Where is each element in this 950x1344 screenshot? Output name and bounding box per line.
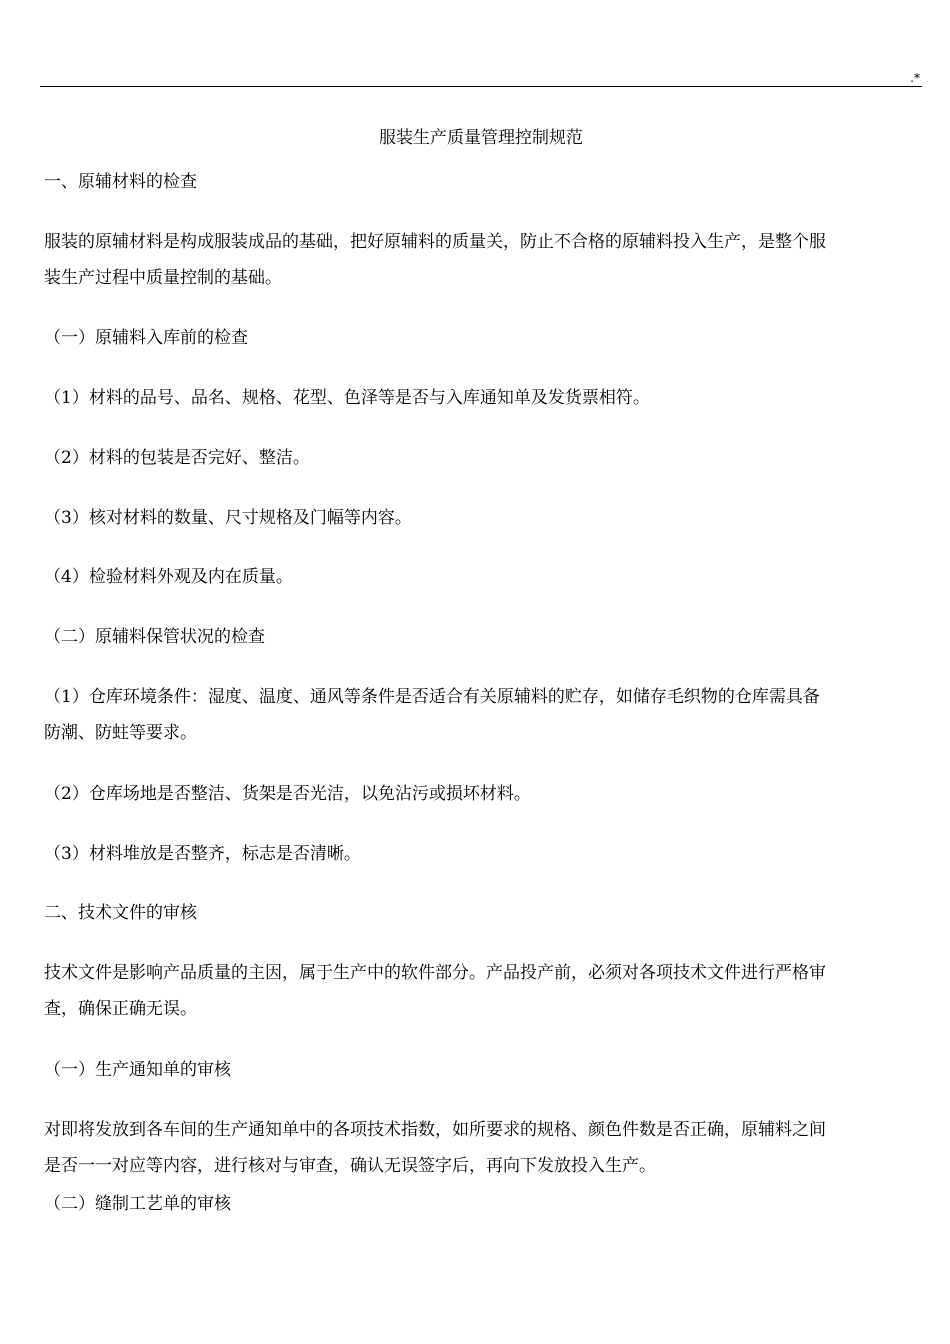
subsection-heading: （二）原辅料保管状况的检查 xyxy=(44,627,265,647)
paragraph-line: 对即将发放到各车间的生产通知单中的各项技术指数，如所要求的规格、颜色件数是否正确，原辅料之间 xyxy=(44,1120,826,1140)
subsection-heading: （一）生产通知单的审核 xyxy=(44,1060,231,1080)
subsection-heading: （二）缝制工艺单的审核 xyxy=(44,1194,231,1214)
list-item: （4）检验材料外观及内在质量。 xyxy=(44,567,293,587)
list-item: （3）核对材料的数量、尺寸规格及门幅等内容。 xyxy=(44,508,412,528)
paragraph-line: 装生产过程中质量控制的基础。 xyxy=(44,268,282,288)
list-item: （3）材料堆放是否整齐，标志是否清晰。 xyxy=(44,844,361,864)
list-item-continued: 防潮、防蛀等要求。 xyxy=(44,723,197,743)
page-title: 服装生产质量管理控制规范 xyxy=(379,128,583,148)
header-rule xyxy=(40,86,922,87)
paragraph-line: 服装的原辅材料是构成服装成品的基础，把好原辅料的质量关，防止不合格的原辅料投入生产，是整个服 xyxy=(44,232,826,252)
list-item: （2）材料的包装是否完好、整洁。 xyxy=(44,448,310,468)
paragraph-line: 技术文件是影响产品质量的主因，属于生产中的软件部分。产品投产前，必须对各项技术文件进行严格审 xyxy=(44,963,826,983)
paragraph-line: 是否一一对应等内容，进行核对与审查，确认无误签字后，再向下发放投入生产。 xyxy=(44,1156,656,1176)
section-heading: 二、技术文件的审核 xyxy=(44,903,197,923)
list-item: （2）仓库场地是否整洁、货架是否光洁，以免沾污或损坏材料。 xyxy=(44,784,531,804)
list-item: （1）材料的品号、品名、规格、花型、色泽等是否与入库通知单及发货票相符。 xyxy=(44,388,650,408)
header-mark: .* xyxy=(910,71,920,85)
paragraph-line: 查，确保正确无误。 xyxy=(44,999,197,1019)
list-item: （1）仓库环境条件：湿度、温度、通风等条件是否适合有关原辅料的贮存，如储存毛织物的仓库需具备 xyxy=(44,687,820,707)
section-heading: 一、原辅材料的检查 xyxy=(44,172,197,192)
subsection-heading: （一）原辅料入库前的检查 xyxy=(44,328,248,348)
